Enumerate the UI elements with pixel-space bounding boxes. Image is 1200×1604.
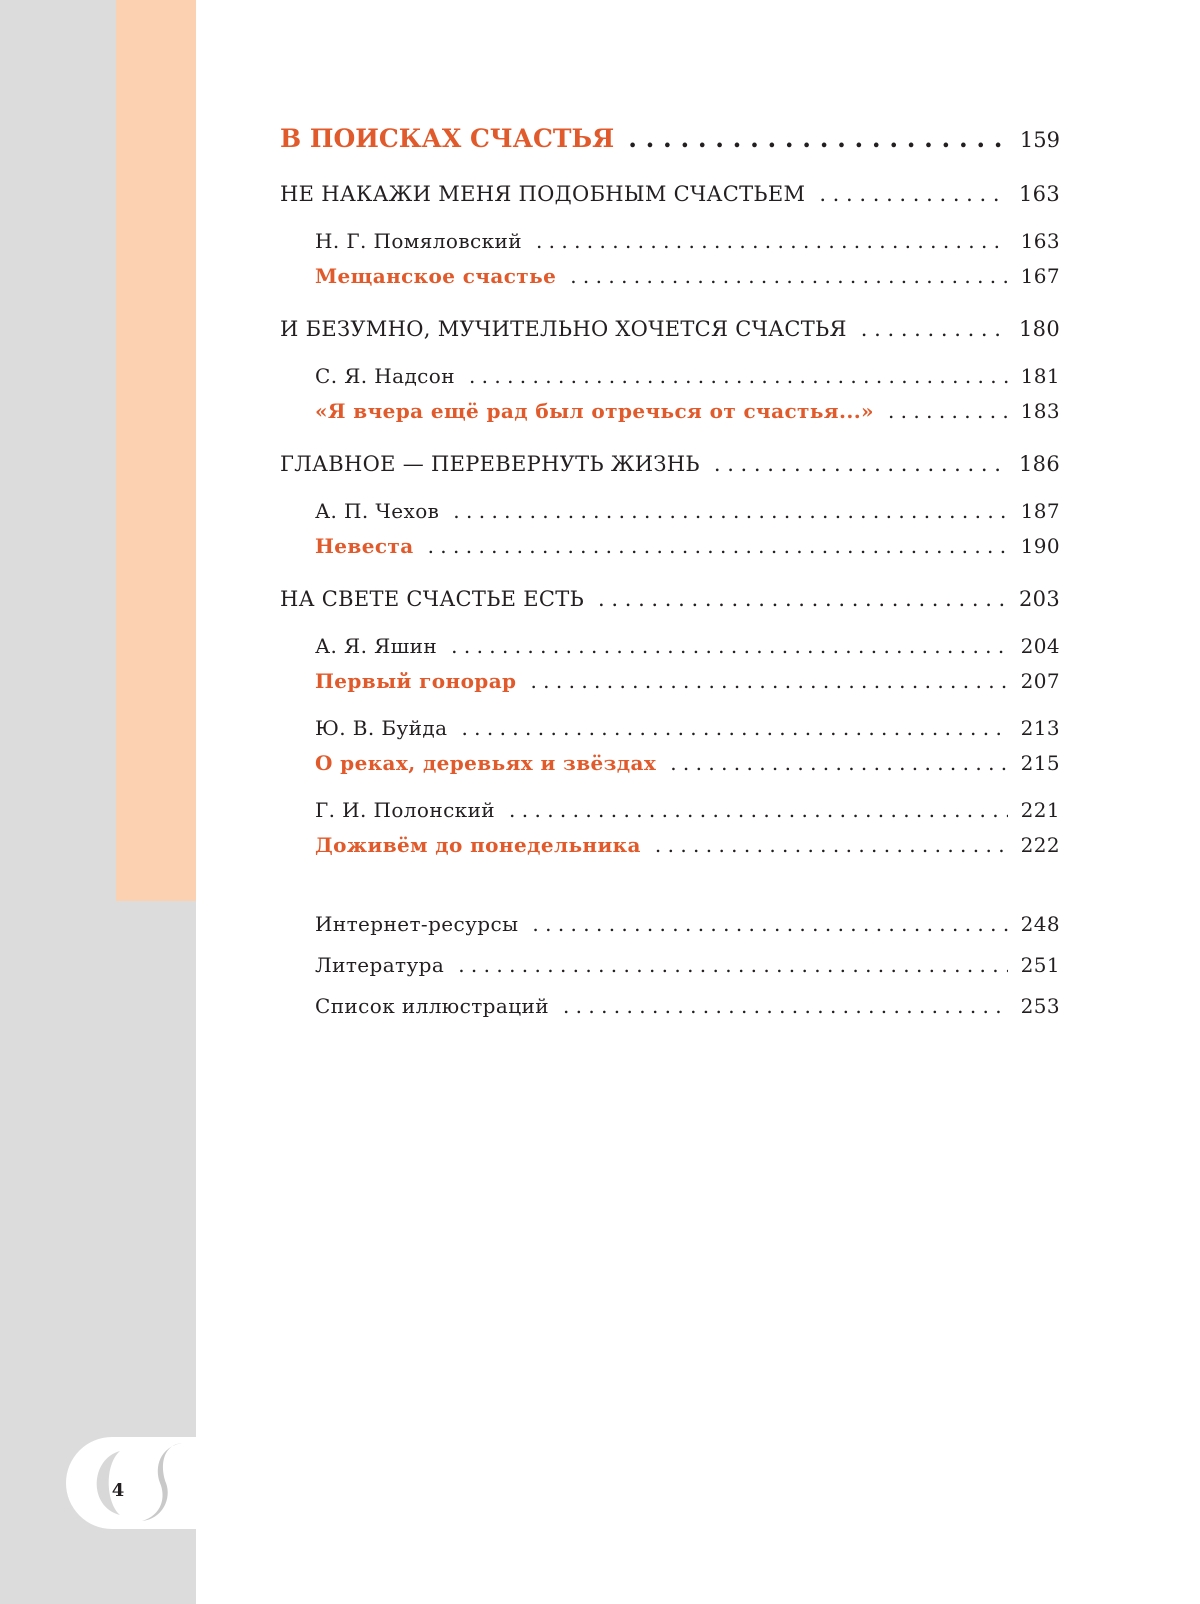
toc-section-heading[interactable] <box>280 587 1060 611</box>
toc-page: 221 <box>1020 798 1060 822</box>
toc-page: 183 <box>1020 399 1060 423</box>
toc-title: ГЛАВНОЕ — ПЕРЕВЕРНУТЬ ЖИЗНЬ <box>280 452 700 476</box>
toc-title: В ПОИСКАХ СЧАСТЬЯ <box>280 124 615 153</box>
toc-page: 167 <box>1020 264 1060 288</box>
toc-page: 159 <box>1019 128 1060 152</box>
toc-section-heading[interactable] <box>280 452 1060 476</box>
toc-title: НА СВЕТЕ СЧАСТЬЕ ЕСТЬ <box>280 587 585 611</box>
leader-dots <box>536 229 1008 253</box>
toc-work-entry[interactable] <box>315 264 1060 288</box>
leader-dots <box>819 182 1007 206</box>
toc-author-entry[interactable] <box>315 364 1060 388</box>
toc-appendix-entry[interactable] <box>315 953 1060 977</box>
toc-title: С. Я. Надсон <box>315 364 455 388</box>
toc-work-entry[interactable] <box>315 669 1060 693</box>
leader-dots <box>461 716 1008 740</box>
leader-dots <box>570 264 1008 288</box>
toc-page: 190 <box>1020 534 1060 558</box>
toc-author-entry[interactable] <box>315 716 1060 740</box>
toc-page: 187 <box>1020 499 1060 523</box>
leader-dots <box>655 833 1008 857</box>
toc-title: «Я вчера ещё рад был отречься от счастья...» <box>315 399 874 423</box>
toc-title: Мещанское счастье <box>315 264 557 288</box>
side-accent-band <box>116 0 196 901</box>
toc-page: 213 <box>1020 716 1060 740</box>
toc-page: 203 <box>1019 587 1060 611</box>
toc-title: Литература <box>315 953 445 977</box>
toc-title: А. Я. Яшин <box>315 634 438 658</box>
toc-page: 248 <box>1020 912 1060 936</box>
leader-dots <box>861 317 1007 341</box>
toc-appendix-entry[interactable] <box>315 912 1060 936</box>
leader-dots <box>453 499 1008 523</box>
toc-title: Доживём до понедельника <box>315 833 641 857</box>
toc-page: 207 <box>1020 669 1060 693</box>
toc-title: Невеста <box>315 534 414 558</box>
leader-dots <box>628 124 1008 153</box>
toc-title: Н. Г. Помяловский <box>315 229 522 253</box>
toc-page: 251 <box>1020 953 1060 977</box>
toc-work-entry[interactable] <box>315 833 1060 857</box>
toc-title: НЕ НАКАЖИ МЕНЯ ПОДОБНЫМ СЧАСТЬЕМ <box>280 182 806 206</box>
toc-title: Первый гонорар <box>315 669 517 693</box>
leader-dots <box>598 587 1007 611</box>
toc-page: 180 <box>1019 317 1060 341</box>
toc-title: Ю. В. Буйда <box>315 716 448 740</box>
toc-author-entry[interactable] <box>315 798 1060 822</box>
toc-title: И БЕЗУМНО, МУЧИТЕЛЬНО ХОЧЕТСЯ СЧАСТЬЯ <box>280 317 847 341</box>
toc-part-heading[interactable] <box>280 124 1060 153</box>
toc-title: Интернет-ресурсы <box>315 912 519 936</box>
toc-title: А. П. Чехов <box>315 499 440 523</box>
toc-page: 181 <box>1020 364 1060 388</box>
toc-appendix-entry[interactable] <box>315 994 1060 1018</box>
leader-dots <box>670 751 1008 775</box>
toc-author-entry[interactable] <box>315 499 1060 523</box>
toc-work-entry[interactable] <box>315 751 1060 775</box>
leader-dots <box>451 634 1008 658</box>
toc-section-heading[interactable] <box>280 182 1060 206</box>
leader-dots <box>509 798 1008 822</box>
toc-page: 253 <box>1020 994 1060 1018</box>
toc-page: 163 <box>1020 229 1060 253</box>
toc-section-heading[interactable] <box>280 317 1060 341</box>
toc-title: Г. И. Полонский <box>315 798 496 822</box>
leader-dots <box>563 994 1008 1018</box>
leader-dots <box>714 452 1007 476</box>
toc-title: О реках, деревьях и звёздах <box>315 751 657 775</box>
leader-dots <box>888 399 1008 423</box>
leader-dots <box>458 953 1008 977</box>
leader-dots <box>469 364 1008 388</box>
leader-dots <box>530 669 1008 693</box>
toc-author-entry[interactable] <box>315 634 1060 658</box>
toc-work-entry[interactable] <box>315 399 1060 423</box>
toc-page: 204 <box>1020 634 1060 658</box>
toc-author-entry[interactable] <box>315 229 1060 253</box>
toc-work-entry[interactable] <box>315 534 1060 558</box>
toc-page: 222 <box>1020 833 1060 857</box>
page-number: 4 <box>111 1480 125 1501</box>
toc-title: Список иллюстраций <box>315 994 549 1018</box>
leader-dots <box>428 534 1008 558</box>
toc-page: 163 <box>1019 182 1060 206</box>
toc-page: 215 <box>1020 751 1060 775</box>
leader-dots <box>532 912 1008 936</box>
toc-page: 186 <box>1019 452 1060 476</box>
